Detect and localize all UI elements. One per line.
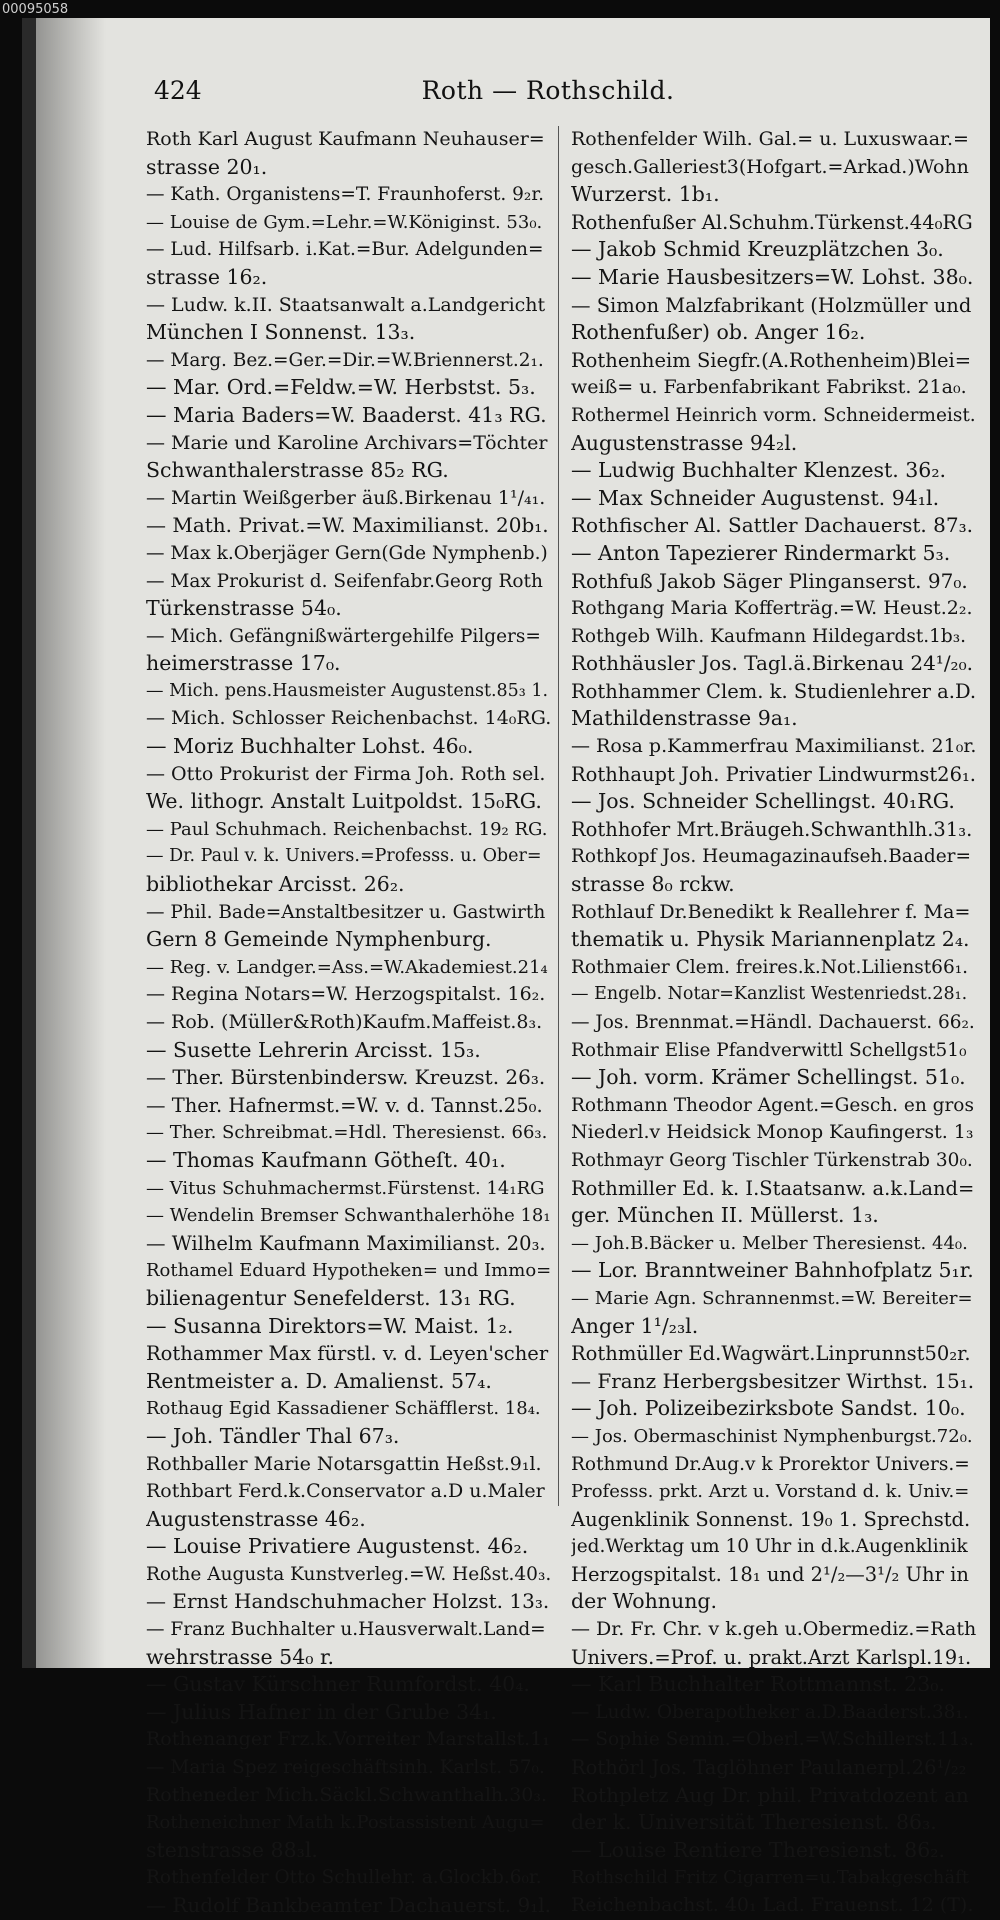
directory-entry-line: — Jos. Obermaschinist Nymphenburgst.72₀. [571,1425,973,1447]
directory-entry-line: Gern 8 Gemeinde Nymphenburg. [146,927,492,952]
directory-entry-line: — Mar. Ord.=Feldw.=W. Herbstst. 5₃. [146,375,536,400]
directory-entry-line: stenstrasse 88₃l. [146,1837,318,1862]
directory-entry-line: — Mich. Schlosser Reichenbachst. 14₀RG. [146,707,551,730]
directory-entry-line: — Marg. Bez.=Ger.=Dir.=W.Briennerst.2₁. [146,349,544,371]
directory-entry-line: — Vitus Schuhmachermst.Fürstenst. 14₁RG [146,1177,545,1199]
directory-entry-line: — Engelb. Notar=Kanzlist Westenriedst.28₁. [571,984,968,1005]
directory-entry-line: Rothmaier Clem. freires.k.Not.Lilienst66₁. [571,956,969,978]
directory-entry-line: thematik u. Physik Mariannenplatz 2₄. [571,927,970,952]
directory-entry-line: — Joh.B.Bäcker u. Melber Theresienst. 44₀. [571,1232,968,1254]
directory-entry-line: Rothmüller Ed.Wagwärt.Linprunnst50₂r. [571,1342,971,1366]
directory-entry-line: Rothfischer Al. Sattler Dachauerst. 87₃. [571,513,973,538]
directory-entry-line: Augenklinik Sonnenst. 19₀ 1. Sprechstd. [571,1507,971,1531]
directory-entry-line: strasse 16₂. [146,264,268,289]
directory-entry-line: — Wendelin Bremser Schwanthalerhöhe 18₁ [146,1205,551,1227]
directory-entry-line: — Jos. Schneider Schellingst. 40₁RG. [571,789,955,814]
directory-entry-line: jed.Werktag um 10 Uhr in d.k.Augenklinik [571,1536,968,1558]
directory-entry-line: — Jos. Brennmat.=Händl. Dachauerst. 66₂. [571,1012,975,1033]
directory-entry-line: — Jakob Schmid Kreuzplätzchen 3₀. [571,237,944,262]
directory-entry-line: Reichenbachst. 40₁ Lad. Frauenst. 12 (T). [571,1894,974,1916]
directory-entry-line: — Susanna Direktors=W. Maist. 1₂. [146,1313,514,1338]
directory-entry-line: — Louise Privatiere Augustenst. 46₂. [146,1534,529,1559]
directory-entry-line: Rothenfelder Otto Schullehr. a.Glockb.6₀r. [146,1867,542,1889]
directory-entry-line: Rothörl Jos. Taglöhner Paulanerpl.26¹/₂₂ [571,1756,967,1780]
directory-entry-line: — Max Prokurist d. Seifenfabr.Georg Roth [146,570,543,592]
directory-entry-line: — Ther. Bürstenbindersw. Kreuzst. 26₃. [146,1065,546,1090]
directory-entry-line: — Marie Hausbesitzers=W. Lohst. 38₀. [571,264,974,289]
directory-entry-line: — Ther. Schreibmat.=Hdl. Theresienst. 66₃. [146,1122,548,1144]
directory-entry-line: strasse 20₁. [146,154,268,179]
directory-entry-line: Rothhäusler Jos. Tagl.ä.Birkenau 24¹/₂₀. [571,651,973,676]
directory-entry-line: — Rosa p.Kammerfrau Maximilianst. 21₀r. [571,735,976,758]
directory-entry-line: Rothe Augusta Kunstverleg.=W. Heßst.40₃. [146,1563,551,1585]
directory-entry-line: — Kath. Organistens=T. Fraunhoferst. 9₂r. [146,184,545,206]
directory-entry-line: — Ludwig Buchhalter Klenzest. 36₂. [571,458,947,483]
directory-entry-line: — Rob. (Müller&Roth)Kaufm.Maffeist.8₃. [146,1011,543,1033]
directory-entry-line: Univers.=Prof. u. prakt.Arzt Karlspl.19₁. [571,1645,972,1669]
directory-entry-line: ger. München II. Müllerst. 1₃. [571,1203,879,1228]
directory-entry-line: — Rudolf Bankbeamter Dachauerst. 9₁l. [146,1893,551,1917]
directory-entry-line: Mathildenstrasse 9a₁. [571,706,798,731]
directory-entry-line: — Lud. Hilfsarb. i.Kat.=Bur. Adelgunden= [146,239,544,261]
directory-entry-line: München I Sonnenst. 13₃. [146,320,416,345]
directory-entry-line: Herzogspitalst. 18₁ und 2¹/₂—3¹/₂ Uhr in [571,1562,969,1586]
directory-columns [146,126,986,1917]
directory-entry-line: — Marie und Karoline Archivars=Töchter [146,431,548,454]
directory-entry-line: Rentmeister a. D. Amalienst. 57₄. [146,1368,492,1393]
directory-entry-line: Rotheneichner Math k.Postassistent Augu= [146,1812,545,1834]
directory-entry-line: bilienagentur Senefelderst. 13₁ RG. [146,1285,516,1310]
directory-entry-line: — Karl Buchhalter Rottmannst. 23₀. [571,1672,945,1697]
directory-entry-line: — Lor. Branntweiner Bahnhofplatz 5₁r. [571,1258,974,1283]
directory-entry-line: Anger 1¹/₂₃l. [571,1313,699,1338]
directory-entry-line: Rothenfelder Wilh. Gal.= u. Luxuswaar.= [571,128,969,150]
directory-entry-line: Rothschild Fritz Cigarren=u.Tabakgeschäft [571,1867,970,1889]
directory-entry-line: — Marie Agn. Schrannenmst.=W. Bereiter= [571,1287,973,1309]
directory-entry-line: — Joh. vorm. Krämer Schellingst. 51₀. [571,1065,966,1090]
directory-entry-line: — Gustav Kürschner Rumfordst. 40₄. [146,1672,530,1697]
directory-entry-line: Türkenstrasse 54₀. [146,596,342,621]
directory-entry-line: — Susette Lehrerin Arcisst. 15₃. [146,1037,481,1062]
directory-entry-line: Roth Karl August Kaufmann Neuhauser= [146,128,545,150]
directory-entry-line: — Moriz Buchhalter Lohst. 46₀. [146,734,474,759]
directory-entry-line: — Otto Prokurist der Firma Joh. Roth sel. [146,762,546,785]
directory-entry-line: — Sophie Semin.=Oberl.=W.Schillerst.11₃. [571,1729,974,1751]
directory-entry-line: — Mich. pens.Hausmeister Augustenst.85₃ 1. [146,680,549,701]
directory-entry-line: — Mich. Gefängnißwärtergehilfe Pilgers= [146,625,541,647]
directory-entry-line: Rotheneder Mich.Säckl.Schwanthalh.30₃. [146,1783,548,1806]
directory-entry-line: strasse 8₀ rckw. [571,872,735,897]
directory-entry-line: — Joh. Tändler Thal 67₃. [146,1423,400,1448]
directory-entry-line: Rothgang Maria Kofferträg.=W. Heust.2₂. [571,597,973,620]
directory-entry-line: Rothmayr Georg Tischler Türkenstrab 30₀. [571,1149,973,1171]
directory-entry-line: Rothmiller Ed. k. I.Staatsanw. a.k.Land= [571,1176,975,1200]
directory-entry-line: Niederl.v Heidsick Monop Kaufingerst. 1₃ [571,1121,974,1144]
directory-entry-line: — Thomas Kaufmann Götheſt. 40₁. [146,1147,506,1172]
directory-entry-line: — Ernst Handschuhmacher Holzst. 13₃. [146,1589,550,1614]
directory-entry-line: heimerstrasse 17₀. [146,651,341,676]
binding-shadow [36,18,106,1668]
directory-entry-line: weiß= u. Farbenfabrikant Fabrikst. 21a₀. [571,376,967,399]
directory-entry-line: — Dr. Paul v. k. Univers.=Professs. u. Ober= [146,846,542,867]
right-column [571,126,976,1920]
directory-entry-line: Rothmair Elise Pfandverwittl Schellgst51₀ [571,1039,967,1061]
directory-entry-line: Rothhammer Clem. k. Studienlehrer a.D. [571,679,976,703]
directory-entry-line: Rothmann Theodor Agent.=Gesch. en gros [571,1094,974,1116]
directory-entry-line: Rothenheim Siegfr.(A.Rothenheim)Blei= [571,348,972,372]
directory-entry-line: Rothammer Max fürstl. v. d. Leyen'scher [146,1342,549,1366]
directory-entry-line: Rothpletz Aug Dr. phil. Privatdozent an [571,1782,969,1807]
directory-entry-line: Wurzerst. 1b₁. [571,182,720,207]
directory-entry-line: der k. Universität Theresienst. 86₃. [571,1810,937,1835]
directory-entry-line: — Math. Privat.=W. Maximilianst. 20b₁. [146,513,549,538]
page-number: 424 [154,76,202,105]
directory-page [22,18,990,1917]
directory-entry-line: — Simon Malzfabrikant (Holzmüller und [571,293,972,317]
page-header [154,76,942,110]
directory-entry-line: Rothmund Dr.Aug.v k Prorektor Univers.= [571,1453,970,1475]
directory-entry-line: Rothamel Eduard Hypotheken= und Immo= [146,1260,551,1282]
directory-entry-line: — Louise de Gym.=Lehr.=W.Königinst. 53₀. [146,211,543,233]
directory-entry-line: Rothballer Marie Notarsgattin Heßst.9₁l. [146,1452,542,1475]
directory-entry-line: Rothaug Egid Kassadiener Schäfflerst. 18₄. [146,1398,541,1420]
directory-entry-line: — Regina Notars=W. Herzogspitalst. 16₂. [146,983,546,1006]
directory-entry-line: Augustenstrasse 94₂l. [571,430,798,455]
directory-entry-line: Rothhaupt Joh. Privatier Lindwurmst26₁. [571,762,976,786]
directory-entry-line: — Max Schneider Augustenst. 94₁l. [571,485,940,510]
directory-entry-line: — Julius Hafner in der Grube 34₁. [146,1699,497,1724]
directory-entry-line: wehrstrasse 54₀ r. [146,1644,335,1669]
directory-entry-line: — Reg. v. Landger.=Ass.=W.Akademiest.21₄ [146,956,548,978]
directory-entry-line: Rothermel Heinrich vorm. Schneidermeist. [571,404,976,426]
directory-entry-line: Professs. prkt. Arzt u. Vorstand d. k. Univ.= [571,1481,970,1503]
directory-entry-line: — Ludw. Oberapotheker a.D.Baaderst.38₁. [571,1701,969,1723]
directory-entry-line: Rothhofer Mrt.Bräugeh.Schwanthlh.31₃. [571,817,973,841]
directory-entry-line: gesch.Galleriest3(Hofgart.=Arkad.)Wohn [571,155,969,178]
left-column [146,126,551,1920]
directory-entry-line: — Maria Baders=W. Baaderst. 41₃ RG. [146,402,547,427]
directory-entry-line: Rothgeb Wilh. Kaufmann Hildegardst.1b₃. [571,625,967,647]
directory-entry-line: Rothenanger Frz.k.Vorreiter Marstallst.1₁ [146,1728,550,1751]
directory-entry-line: — Martin Weißgerber äuß.Birkenau 1¹/₄₁. [146,486,546,509]
directory-entry-line: — Paul Schuhmach. Reichenbachst. 19₂ RG. [146,818,548,840]
directory-entry-line: — Louise Rentiere Theresienst. 86₂. [571,1837,946,1862]
directory-entry-line: — Phil. Bade=Anstaltbesitzer u. Gastwirth [146,901,546,923]
directory-entry-line: Rothenfußer) ob. Anger 16₂. [571,320,866,345]
directory-entry-line: der Wohnung. [571,1589,718,1614]
directory-entry-line: Schwanthalerstrasse 85₂ RG. [146,458,449,483]
directory-entry-line: — Maria Spez reigeschäftsinh. Karlst. 57₀. [146,1757,545,1779]
directory-entry-line: — Wilhelm Kaufmann Maximilianst. 20₃. [146,1231,546,1255]
directory-entry-line: — Dr. Fr. Chr. v k.geh u.Obermediz.=Rath [571,1618,976,1641]
archive-id-mark: 00095058 [2,2,69,17]
directory-entry-line: Augustenstrasse 46₂. [146,1506,366,1531]
directory-entry-line: — Anton Tapezierer Rindermarkt 5₃. [571,540,951,565]
column-divider [558,126,559,1506]
directory-entry-line: Rothfuß Jakob Säger Plinganserst. 97₀. [571,568,968,593]
running-title: Roth — Rothschild. [421,76,675,105]
directory-entry-line: We. lithogr. Anstalt Luitpoldst. 15₀RG. [146,789,542,814]
directory-entry-line: — Max k.Oberjäger Gern(Gde Nymphenb.) [146,542,548,564]
directory-entry-line: Rothbart Ferd.k.Conservator a.D u.Maler [146,1480,545,1503]
directory-entry-line: bibliothekar Arcisst. 26₂. [146,872,405,897]
directory-entry-line: Rothenfußer Al.Schuhm.Türkenst.44₀RG [571,210,973,234]
directory-entry-line: — Ther. Hafnermst.=W. v. d. Tannst.25₀. [146,1093,543,1117]
directory-entry-line: Rothkopf Jos. Heumagazinaufseh.Baader= [571,846,971,868]
directory-entry-line: — Franz Herbergsbesitzer Wirthst. 15₁. [571,1368,975,1393]
directory-entry-line: — Ludw. k.II. Staatsanwalt a.Landgericht [146,293,546,316]
directory-entry-line: — Franz Buchhalter u.Hausverwalt.Land= [146,1619,546,1641]
directory-entry-line: Rothlauf Dr.Benedikt k Reallehrer f. Ma= [571,900,971,923]
directory-entry-line: — Joh. Polizeibezirksbote Sandst. 10₀. [571,1396,966,1421]
